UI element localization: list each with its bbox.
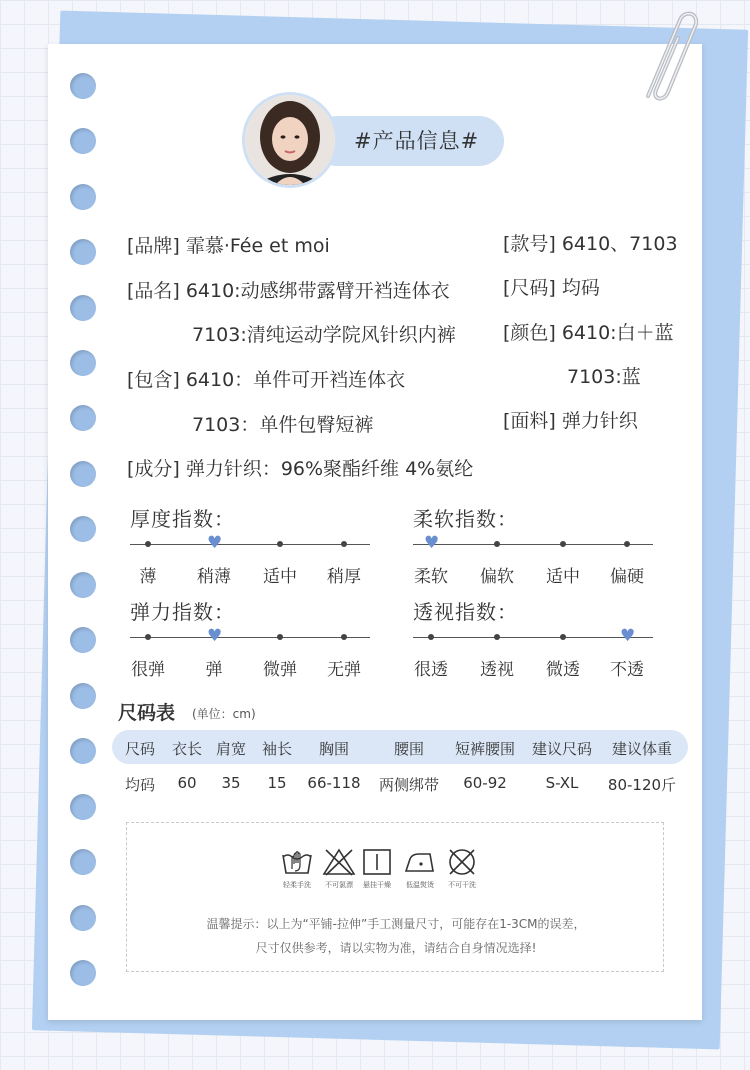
size-table-cell: 均码	[124, 776, 156, 794]
tip-line-1: 温馨提示：以上为“平铺-拉伸”手工测量尺寸，可能存在1-3CM的误差，	[206, 917, 586, 931]
no-bleach-label: 不可氯漂	[325, 881, 353, 889]
paper-clip-icon	[618, 0, 708, 120]
size-table-header-cell: 尺码	[124, 740, 156, 758]
scale-dot	[277, 634, 283, 640]
no-dry-clean-icon	[437, 847, 487, 890]
hang-dry-label: 悬挂干燥	[363, 881, 391, 889]
color-value-1: 6410:白＋蓝	[561, 322, 674, 344]
scale-label: 无弹	[327, 660, 361, 680]
binder-hole	[70, 128, 96, 154]
binder-hole	[70, 849, 96, 875]
size-value: 均码	[561, 277, 600, 299]
size-table-cell: 60-92	[463, 774, 507, 792]
binder-hole	[70, 405, 96, 431]
no-dry-clean-label: 不可干洗	[448, 881, 476, 889]
product-name-value-2: 7103:清纯运动学院风针织内裤	[192, 324, 456, 346]
product-name-value-1: 6410:动感绑带露臂开裆连体衣	[185, 280, 450, 302]
scale-dot	[624, 541, 630, 547]
selected-heart-icon: ♥	[207, 626, 223, 646]
size-table-cell: S-XL	[545, 774, 579, 792]
binder-hole	[70, 683, 96, 709]
composition-row	[127, 454, 473, 481]
size-table-header-cell: 袖长	[261, 740, 293, 758]
size-table-header-cell: 衣长	[171, 740, 203, 758]
scale-label: 透视	[480, 660, 514, 680]
scale-label: 弹	[205, 660, 223, 680]
scale-dot	[428, 634, 434, 640]
color-key: [颜色]	[503, 322, 556, 344]
scale-label: 柔软	[414, 567, 448, 587]
scale-label: 很透	[414, 660, 448, 680]
size-table-cell: 66-118	[307, 774, 361, 792]
scale-line	[130, 637, 370, 638]
product-name-key: [品名]	[127, 280, 180, 302]
softness-index-scale	[413, 532, 653, 587]
brand-key: [品牌]	[127, 235, 180, 257]
binder-hole	[70, 239, 96, 265]
scale-label: 适中	[263, 567, 297, 587]
low-iron-label: 低温熨烫	[406, 881, 434, 889]
size-table-header-cell: 建议尺码	[531, 740, 593, 758]
selected-heart-icon: ♥	[207, 533, 223, 553]
binder-hole	[70, 905, 96, 931]
binder-hole	[70, 627, 96, 653]
size-table-header-cell: 腰围	[393, 740, 425, 758]
size-table-cell: 两侧绑带	[378, 776, 440, 794]
binder-hole	[70, 794, 96, 820]
thickness-index-title: 厚度指数：	[130, 507, 235, 531]
scale-label: 偏软	[480, 567, 514, 587]
selected-heart-icon: ♥	[620, 626, 636, 646]
binder-hole	[70, 295, 96, 321]
color-row	[503, 318, 674, 345]
scale-dot	[341, 634, 347, 640]
size-table-cell: 15	[267, 774, 287, 792]
scale-label: 不透	[610, 660, 644, 680]
size-table-header-cell: 肩宽	[215, 740, 247, 758]
binder-hole	[70, 516, 96, 542]
scale-dot	[145, 634, 151, 640]
product-name-row	[127, 276, 450, 303]
product-info-header	[242, 92, 504, 192]
style-number-value: 6410、7103	[561, 233, 678, 255]
scale-dot	[560, 541, 566, 547]
contains-row	[127, 365, 405, 392]
care-instructions	[126, 822, 664, 972]
size-key: [尺码]	[503, 277, 556, 299]
transparency-index-scale	[413, 625, 653, 680]
composition-key: [成分]	[127, 458, 180, 480]
scale-line	[130, 544, 370, 545]
scale-dot	[494, 634, 500, 640]
binder-hole	[70, 960, 96, 986]
style-number-row	[503, 229, 678, 256]
selected-heart-icon: ♥	[424, 533, 440, 553]
size-row	[503, 273, 600, 300]
tip-line-2: 尺寸仅供参考，请以实物为准，请结合自身情况选择!	[255, 941, 537, 955]
size-table-cell: 35	[221, 774, 241, 792]
size-table-header-cell: 建议体重	[611, 740, 673, 758]
elasticity-index-title: 弹力指数：	[130, 600, 235, 624]
transparency-index-title: 透视指数：	[413, 600, 518, 624]
scale-dot	[560, 634, 566, 640]
scale-dot	[277, 541, 283, 547]
scale-label: 适中	[546, 567, 580, 587]
binder-hole	[70, 184, 96, 210]
size-table-cell: 60	[177, 774, 197, 792]
scale-dot	[494, 541, 500, 547]
binder-hole	[70, 73, 96, 99]
scale-label: 微弹	[263, 660, 297, 680]
composition-value: 弹力针织：96%聚酯纤维 4%氨纶	[185, 458, 474, 480]
scale-label: 偏硬	[610, 567, 644, 587]
scale-line	[413, 637, 653, 638]
size-table-header-cell: 短裤腰围	[454, 740, 516, 758]
fabric-key: [面料]	[503, 410, 556, 432]
scale-label: 薄	[139, 567, 157, 587]
thickness-index-scale	[130, 532, 370, 587]
page-title: #产品信息#	[354, 129, 480, 153]
scale-label: 稍薄	[197, 567, 231, 587]
fabric-value: 弹力针织	[561, 410, 638, 432]
brand-row	[127, 231, 330, 258]
binder-hole	[70, 572, 96, 598]
model-avatar	[242, 92, 338, 188]
contains-value-2: 7103：单件包臀短裤	[192, 414, 374, 436]
size-table-cell: 80-120斤	[607, 776, 677, 794]
softness-index-title: 柔软指数：	[413, 507, 518, 531]
binder-hole	[70, 738, 96, 764]
hand-wash-label: 轻柔手洗	[283, 881, 311, 889]
style-number-key: [款号]	[503, 233, 556, 255]
binder-hole	[70, 350, 96, 376]
size-table-header-cell: 胸围	[318, 740, 350, 758]
color-value-2: 7103:蓝	[567, 366, 641, 388]
scale-line	[413, 544, 653, 545]
elasticity-index-scale	[130, 625, 370, 680]
contains-value-1: 6410：单件可开裆连体衣	[185, 369, 406, 391]
scale-dot	[341, 541, 347, 547]
scale-label: 很弹	[131, 660, 165, 680]
brand-value: 霏慕·Fée et moi	[185, 235, 330, 257]
size-table-unit: (单位：cm)	[192, 707, 256, 721]
scale-dot	[145, 541, 151, 547]
contains-key: [包含]	[127, 369, 180, 391]
size-table-title: 尺码表	[118, 702, 176, 724]
scale-label: 稍厚	[327, 567, 361, 587]
fabric-row	[503, 406, 638, 433]
scale-label: 微透	[546, 660, 580, 680]
binder-hole	[70, 461, 96, 487]
